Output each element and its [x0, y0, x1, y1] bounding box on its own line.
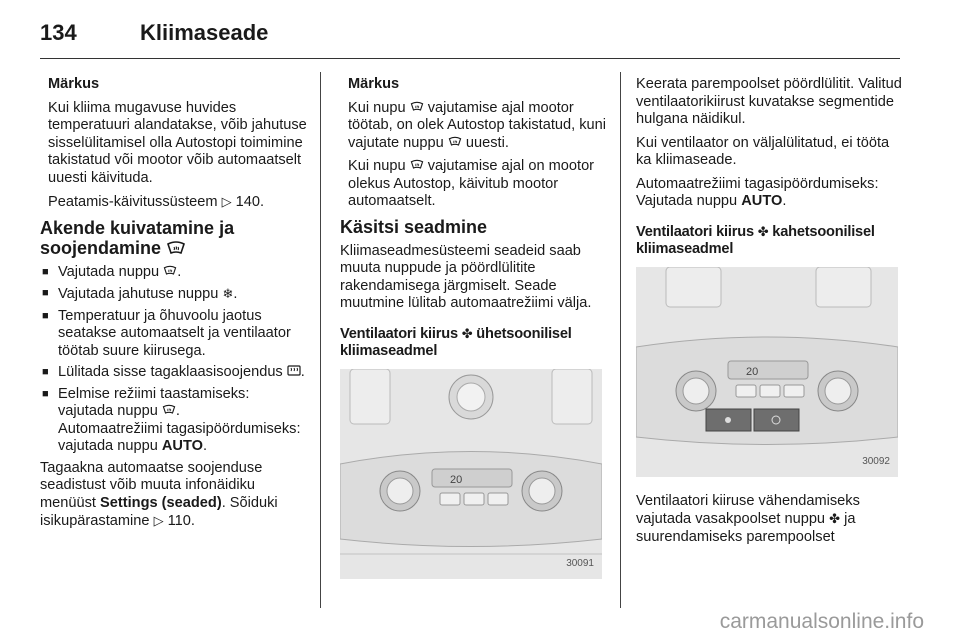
reference-arrow-icon: ▷ [153, 513, 164, 528]
note-text: Kui kliima mugavuse huvides temperatuuri alandatakse, võib jahutuse sisselülitamisel olla Autostopi toimimine takistatud või mootor võib automaatselt uuesti käivituda. [48, 99, 307, 186]
fan-icon: ✤ [829, 511, 841, 526]
paragraph: Automaatrežiimi tagasipöördumiseks: Vajutada nuppu AUTO. [636, 175, 879, 209]
climate-panel-figure-single-zone [340, 369, 602, 579]
reference-arrow-icon: ▷ [221, 194, 232, 209]
section-title: Käsitsi seadmine [340, 216, 488, 237]
note-block [40, 76, 308, 212]
panel-display-text: 20 [746, 365, 759, 378]
subsection-title: Ventilaatori kiirus ✤ ühetsoonilisel kliimaseadmel [340, 325, 572, 359]
climate-panel-illustration [636, 267, 898, 477]
page-header [40, 14, 900, 54]
column-divider-1 [320, 72, 321, 608]
bullet-list [40, 264, 308, 456]
note-text: Kui nupu vajutamise ajal on mootor olekus Autostop, käivitub mootor automaatselt. [348, 158, 595, 209]
rear-window-heater-icon [287, 365, 301, 376]
windscreen-defrost-icon [448, 136, 462, 147]
climate-panel-figure-dual-zone [636, 267, 898, 477]
windscreen-defrost-icon [162, 404, 176, 415]
note-text: Kui nupu vajutamise ajal mootor töötab, on olek Autostop takistatud, kuni vajutate nuppu uuesti. [348, 99, 606, 151]
note-block [340, 76, 608, 211]
column-3 [636, 76, 904, 552]
paragraph: Tagaakna automaatse soojenduse seadistust võib muuta infonäidiku menüüst Settings (seaded). Sõiduki isikupärastamine ▷ 110. [40, 459, 278, 529]
section-title: Akende kuivatamine ja soojendamine [40, 217, 235, 258]
note-heading: Märkus [348, 76, 400, 92]
figure-code: 30092 [862, 456, 890, 467]
list-item: ■ Eelmise režiimi taastamiseks: vajutada nuppu . Automaatrežiimi tagasipöördumiseks: vajutada nuppu AUTO. [40, 386, 308, 456]
page-number: 134 [40, 20, 77, 45]
paragraph: Ventilaatori kiiruse vähendamiseks vajutada vasakpoolset nuppu ✤ ja suurendamiseks parempoolset [636, 492, 860, 545]
windscreen-defrost-icon [166, 241, 186, 255]
subsection-title: Ventilaatori kiirus ✤ kahetsoonilisel kliimaseadmel [636, 223, 875, 257]
watermark: carmanualsonline.info [719, 610, 924, 633]
fan-icon: ✤ [757, 223, 769, 239]
column-2 [340, 76, 608, 579]
column-1 [40, 76, 308, 537]
panel-display-text: 20 [450, 473, 463, 486]
figure-code: 30091 [566, 558, 594, 569]
list-item: ■ Lülitada sisse tagaklaasisoojendus . [40, 364, 308, 382]
snowflake-ac-icon: ❄ [222, 286, 234, 301]
windscreen-defrost-icon [410, 159, 424, 170]
climate-panel-illustration [340, 369, 602, 579]
windscreen-defrost-icon [163, 265, 177, 276]
list-item: ■ Temperatuur ja õhuvoolu jaotus seatakse automaatselt ja ventilaator töötab suure kiirusega. [40, 308, 308, 361]
paragraph: Kliimaseadmesüsteemi seadeid saab muuta nuppude ja pöördlülitite rakendamisega järgmiselt. Seade muutmine lülitab automaatrežiimi välja. [340, 242, 592, 311]
paragraph: Keerata parempoolset pöördlülitit. Valitud ventilaatorikiirust kuvatakse segmentide hulgana näidikul. [636, 76, 902, 127]
page-title: Kliimaseade [140, 20, 269, 45]
list-item: ■ Vajutada nuppu . [40, 264, 308, 282]
header-rule [40, 58, 900, 59]
list-item: ■ Vajutada jahutuse nuppu ❄. [40, 285, 308, 304]
note-heading: Märkus [48, 76, 100, 92]
note-reference: Peatamis-käivitussüsteem ▷ 140. [48, 194, 265, 210]
paragraph: Kui ventilaator on väljalülitatud, ei tööta ka kliimaseade. [636, 134, 890, 168]
fan-icon: ✤ [461, 325, 473, 341]
column-divider-2 [620, 72, 621, 608]
windscreen-defrost-icon [410, 101, 424, 112]
